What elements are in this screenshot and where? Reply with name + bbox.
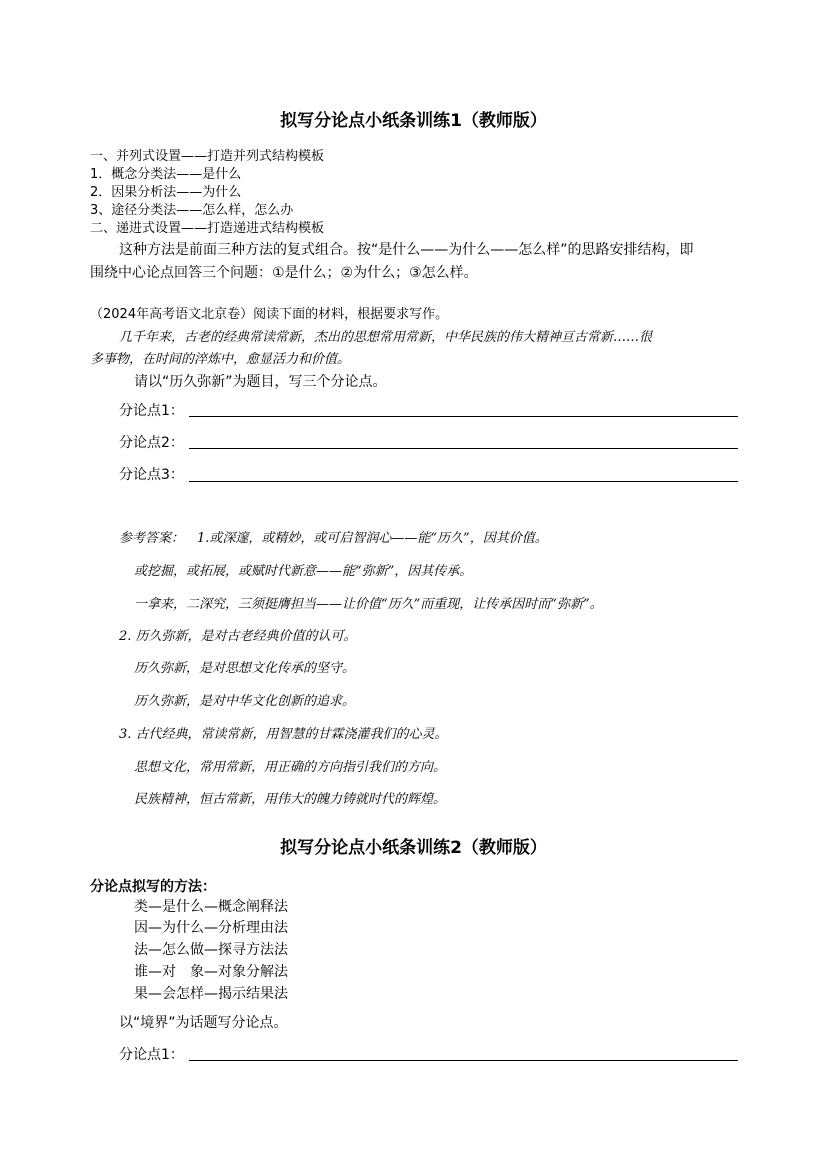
page-title: 拟写分论点小纸条训练2（教师版） xyxy=(280,838,547,858)
answer-line: 3. 古代经典，常读常新，用智慧的甘霖浇灌我们的心灵。 xyxy=(119,727,448,742)
method-item: 谁—对 象—对象分解法 xyxy=(134,964,288,980)
answer-line: 一拿来，二深究，三须挺膺担当——让价值“历久”而重现，让传承因时而“弥新”。 xyxy=(134,597,603,612)
blank-label: 分论点1： xyxy=(119,403,184,419)
method-item: 类—是什么—概念阐释法 xyxy=(134,899,288,915)
blank-label: 分论点1： xyxy=(119,1047,184,1063)
answer-line: 思想文化，常用常新，用正确的方向指引我们的方向。 xyxy=(134,760,447,775)
answer-label: 参考答案： xyxy=(119,531,185,546)
outline-line: 2．因果分析法——为什么 xyxy=(90,185,242,200)
answer-blank[interactable] xyxy=(189,1060,738,1061)
answer-line: 民族精神，恒古常新，用伟大的魄力铸就时代的辉煌。 xyxy=(134,792,447,807)
answer-line: 或挖掘，或拓展，或赋时代新意——能“弥新”，因其传承。 xyxy=(134,564,473,579)
answer-line: 历久弥新，是对思想文化传承的坚守。 xyxy=(134,661,356,676)
material-text: 多事物，在时间的淬炼中，愈显活力和价值。 xyxy=(90,352,351,367)
writing-task: 以“境界”为话题写分论点。 xyxy=(119,1015,288,1031)
blank-label: 分论点2： xyxy=(119,435,184,451)
page-title: 拟写分论点小纸条训练1（教师版） xyxy=(280,111,547,131)
outline-line: 一、并列式设置——打造并列式结构模板 xyxy=(90,149,325,164)
answer-blank[interactable] xyxy=(189,448,738,449)
method-item: 法—怎么做—探寻方法法 xyxy=(134,942,288,958)
blank-label: 分论点3： xyxy=(119,467,184,483)
material-text: 几千年来，古老的经典常读常新，杰出的思想常用常新，中华民族的伟大精神亘古常新……很 xyxy=(119,330,653,345)
intro-paragraph: 围绕中心论点回答三个问题：①是什么；②为什么；③怎么样。 xyxy=(90,265,478,281)
outline-line: 3、途径分类法——怎么样，怎么办 xyxy=(90,203,294,218)
answer-line: 1.或深邃，或精妙，或可启智润心——能“历久”，因其价值。 xyxy=(197,531,548,546)
writing-task: 请以“历久弥新”为题目，写三个分论点。 xyxy=(134,374,387,390)
answer-line: 2. 历久弥新，是对古老经典价值的认可。 xyxy=(119,629,357,644)
answer-line: 历久弥新，是对中华文化创新的追求。 xyxy=(134,694,356,709)
exam-prompt: （2024年高考语文北京卷）阅读下面的材料，根据要求写作。 xyxy=(90,307,449,322)
method-item: 果—会怎样—揭示结果法 xyxy=(134,986,288,1002)
outline-line: 二、递进式设置——打造递进式结构模板 xyxy=(90,221,325,236)
answer-blank[interactable] xyxy=(189,416,738,417)
method-item: 因—为什么—分析理由法 xyxy=(134,920,288,936)
methods-heading: 分论点拟写的方法： xyxy=(90,879,216,895)
intro-paragraph: 这种方法是前面三种方法的复式组合。按“是什么——为什么——怎么样”的思路安排结构，即 xyxy=(119,242,694,258)
answer-blank[interactable] xyxy=(189,481,738,482)
outline-line: 1．概念分类法——是什么 xyxy=(90,167,242,182)
